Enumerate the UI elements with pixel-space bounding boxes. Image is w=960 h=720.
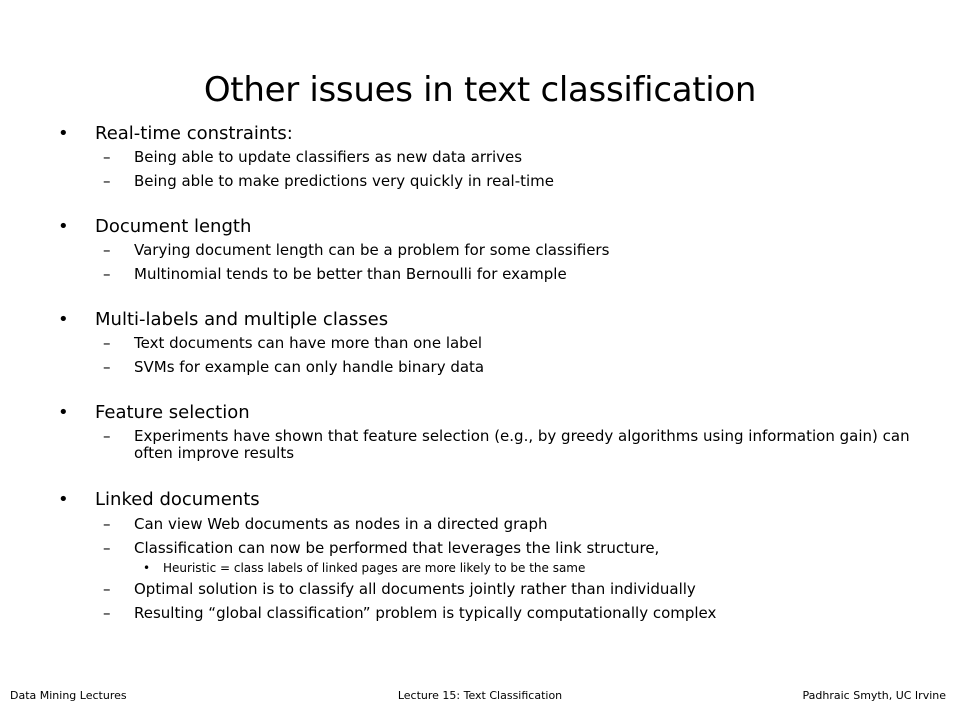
- sub-bullet: – Can view Web documents as nodes in a directed graph: [134, 515, 548, 533]
- bullet-heading-feature-selection: • Feature selection: [95, 402, 250, 424]
- sub-sub-bullet: • Heuristic = class labels of linked pages are more likely to be the same: [163, 561, 585, 576]
- footer-right: Padhraic Smyth, UC Irvine: [802, 689, 946, 702]
- sub-bullet: – Classification can now be performed that leverages the link structure,: [134, 539, 659, 557]
- sub-bullet: – Being able to update classifiers as new data arrives: [134, 148, 522, 166]
- bullet-heading-linked-documents: • Linked documents: [95, 489, 260, 511]
- sub-bullet: – Optimal solution is to classify all documents jointly rather than individually: [134, 580, 696, 598]
- bullet-heading-document-length: • Document length: [95, 216, 251, 238]
- sub-bullet: – Resulting “global classification” problem is typically computationally complex: [134, 604, 716, 622]
- footer-center: Lecture 15: Text Classification: [397, 689, 563, 702]
- sub-bullet: – Text documents can have more than one label: [134, 334, 482, 352]
- sub-bullet: – Being able to make predictions very quickly in real-time: [134, 172, 554, 190]
- sub-bullet: – Multinomial tends to be better than Bernoulli for example: [134, 265, 567, 283]
- bullet-heading-real-time-constraints: • Real-time constraints:: [95, 123, 293, 145]
- sub-bullet: – SVMs for example can only handle binary data: [134, 358, 484, 376]
- footer-left: Data Mining Lectures: [10, 689, 127, 702]
- slide-title: Other issues in text classification: [203, 70, 757, 110]
- bullet-heading-multi-labels: • Multi-labels and multiple classes: [95, 309, 388, 331]
- sub-bullet: – Varying document length can be a problem for some classifiers: [134, 241, 609, 259]
- sub-bullet: – Experiments have shown that feature selection (e.g., by greedy algorithms using information gain) can often improve results: [134, 428, 914, 462]
